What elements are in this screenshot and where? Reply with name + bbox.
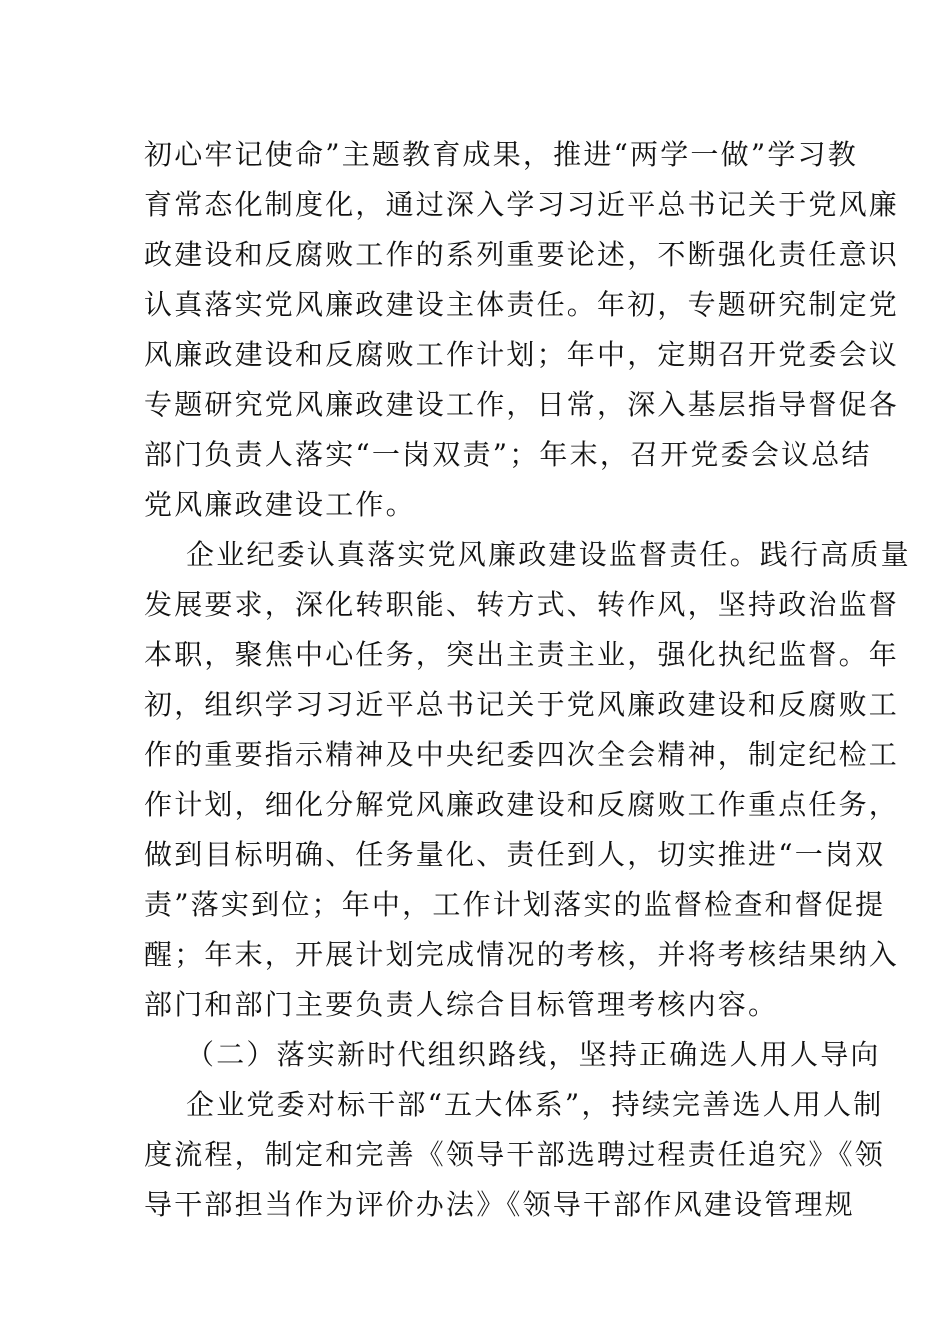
text-line: 发展要求，深化转职能、转方式、转作风，坚持政治监督: [144, 588, 900, 621]
text-line: 育常态化制度化，通过深入学习习近平总书记关于党风廉: [144, 188, 900, 221]
text-line: 部门和部门主要负责人综合目标管理考核内容。: [144, 988, 779, 1021]
text-line: 认真落实党风廉政建设主体责任。年初，专题研究制定党: [144, 288, 900, 321]
text-line: 做到目标明确、任务量化、责任到人，切实推进“一岗双: [144, 838, 886, 871]
text-line: 责”落实到位；年中，工作计划落实的监督检查和督促提: [144, 888, 886, 921]
text-line: 作计划，细化分解党风廉政建设和反腐败工作重点任务，: [144, 788, 900, 821]
text-line: 初，组织学习习近平总书记关于党风廉政建设和反腐败工: [144, 688, 900, 721]
text-line: 部门负责人落实“一岗双责”；年末，召开党委会议总结: [144, 438, 872, 471]
text-line: 专题研究党风廉政建设工作，日常，深入基层指导督促各: [144, 388, 900, 421]
text-line: 本职，聚焦中心任务，突出主责主业，强化执纪监督。年: [144, 638, 900, 671]
text-line: 导干部担当作为评价办法》《领导干部作风建设管理规: [144, 1188, 855, 1221]
text-line: 企业党委对标干部“五大体系”，持续完善选人用人制: [186, 1088, 884, 1121]
text-line: 企业纪委认真落实党风廉政建设监督责任。践行高质量: [186, 538, 911, 571]
text-line: 政建设和反腐败工作的系列重要论述，不断强化责任意识: [144, 238, 900, 271]
text-line: 作的重要指示精神及中央纪委四次全会精神，制定纪检工: [144, 738, 900, 771]
text-line: 醒；年末，开展计划完成情况的考核，并将考核结果纳入: [144, 938, 900, 971]
text-line: 度流程，制定和完善《领导干部选聘过程责任追究》《领: [144, 1138, 886, 1171]
text-line: 党风廉政建设工作。: [144, 488, 416, 521]
document-body: [144, 130, 911, 1230]
text-line: 风廉政建设和反腐败工作计划；年中，定期召开党委会议: [144, 338, 900, 371]
text-line: 初心牢记使命”主题教育成果，推进“两学一做”学习教: [144, 138, 858, 171]
text-line: （二）落实新时代组织路线，坚持正确选人用人导向: [186, 1038, 881, 1071]
